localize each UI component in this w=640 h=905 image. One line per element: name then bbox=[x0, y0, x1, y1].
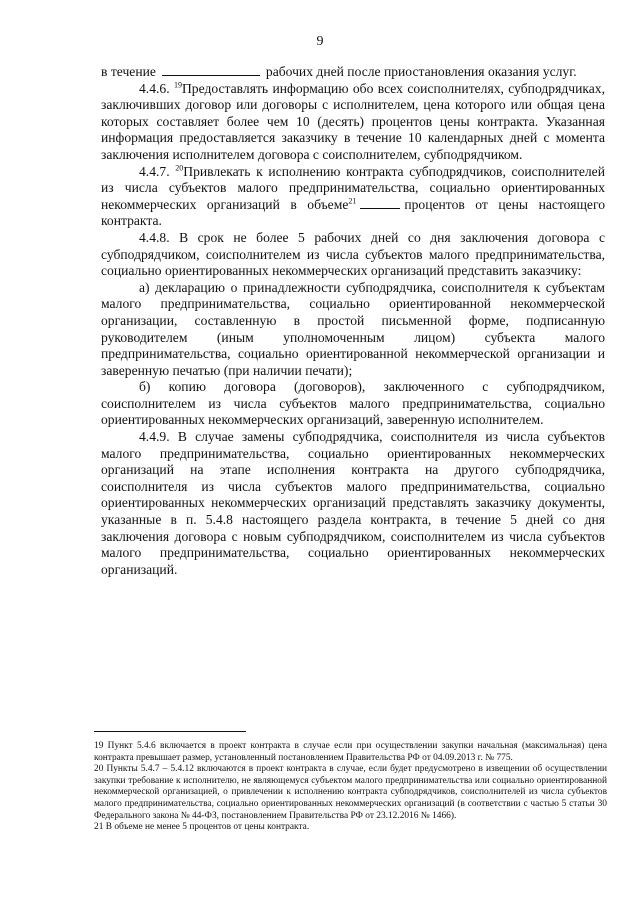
fill-in-blank bbox=[360, 197, 400, 209]
footnote-separator bbox=[94, 731, 246, 732]
paragraph-service-suspension bbox=[101, 64, 605, 81]
paragraph-4-4-9: 4.4.9. В случае замены субподрядчика, соисполнителя из числа субъектов малого предпринимательства, социально ориентированных некоммерческих организаций на этапе исполнения контракта на другого субподрядчика, соисполнителя из числа субъектов малого предпринимательства, социально ориентированных некоммерческих организаций представлять заказчику документы, указанные в п. 5.4.8 настоящего раздела контракта, в течение 5 дней со дня заключения договора с новым субподрядчиком, соисполнителем из числа субъектов малого предпринимательства, социально ориентированных некоммерческих организаций. bbox=[101, 429, 605, 577]
fill-in-blank bbox=[162, 64, 260, 76]
footnote-19: 19 Пункт 5.4.6 включается в проект контракта в случае если при осуществлении закупки начальная (максимальная) цена контракта превышает размер, установленный постановлением Правительства РФ от 04.09.2013 г. № 775. bbox=[94, 741, 607, 763]
paragraph-item-a: а) декларацию о принадлежности субподрядчика, соисполнителя к субъектам малого предпринимательства, социально ориентированной некоммерческой организации, составленную в простой письменной форме, подписанную руководителем (иным уполномоченным лицом) субъекта малого предпринимательства, социально ориентированной некоммерческой организации и заверенную печатью (при наличии печати); bbox=[101, 279, 605, 378]
footnotes bbox=[94, 741, 607, 834]
footnote-ref-20: 20 bbox=[175, 163, 184, 173]
page-number: 9 bbox=[316, 34, 324, 49]
paragraph-4-4-7 bbox=[101, 164, 605, 230]
clause-number: 4.4.7. bbox=[139, 163, 170, 179]
paragraph-4-4-8: 4.4.8. В срок не более 5 рабочих дней со дня заключения договора с субподрядчиком, соисполнителем из числа субъектов малого предпринимательства, социально ориентированных некоммерческих организаций представить заказчику: bbox=[101, 229, 605, 279]
paragraph-item-b: б) копию договора (договоров), заключенного с субподрядчиком, соисполнителем из числа субъектов малого предпринимательства, социально ориентированных некоммерческих организаций, заверенную исполнителем. bbox=[101, 379, 605, 428]
footnote-ref-21: 21 bbox=[348, 196, 357, 206]
clause-number: 4.4.6. bbox=[139, 80, 170, 96]
paragraph-4-4-6 bbox=[101, 81, 605, 164]
paragraph-text: рабочих дней после приостановления оказания услуг. bbox=[265, 64, 577, 79]
paragraph-text: Предоставлять информацию обо всех соисполнителях, субподрядчиках, заключивших договор или договоры с исполнителем, цена которого или общая цена которых составляет более чем 10 (десять) процентов цены контракта. Указанная информация предоставляется заказчику в течение 10 календарных дней с момента заключения исполнителем договора с соисполнителем, субподрядчиком. bbox=[101, 80, 605, 162]
paragraph-text: процентов от цены настоящего контракта. bbox=[101, 196, 605, 229]
paragraph-text: Привлекать к исполнению контракта субподрядчиков, соисполнителей из числа субъектов малого предпринимательства, социально ориентированных некоммерческих организаций в объеме bbox=[101, 163, 605, 212]
footnote-ref-19: 19 bbox=[173, 80, 182, 90]
footnote-21: 21 В объеме не менее 5 процентов от цены контракта. bbox=[94, 822, 310, 833]
paragraph-text: в течение bbox=[101, 64, 156, 79]
document-body bbox=[101, 64, 605, 578]
footnote-20: 20 Пункты 5.4.7 – 5.4.12 включаются в проект контракта в случае, если будет предусмотрено в извещении об осуществлении закупки требование к исполнителю, не являющемуся субъектом малого предпринимательства или социально ориентированной некоммерческой организацией, о привлечении к исполнению контракта субподрядчиков, соисполнителей из числа субъектов малого предпринимательства, социально ориентированных некоммерческих организаций (в соответствии с частью 5 статьи 30 Федерального закона № 44-ФЗ, постановлением Правительства РФ от 23.12.2016 № 1466). bbox=[94, 764, 607, 821]
